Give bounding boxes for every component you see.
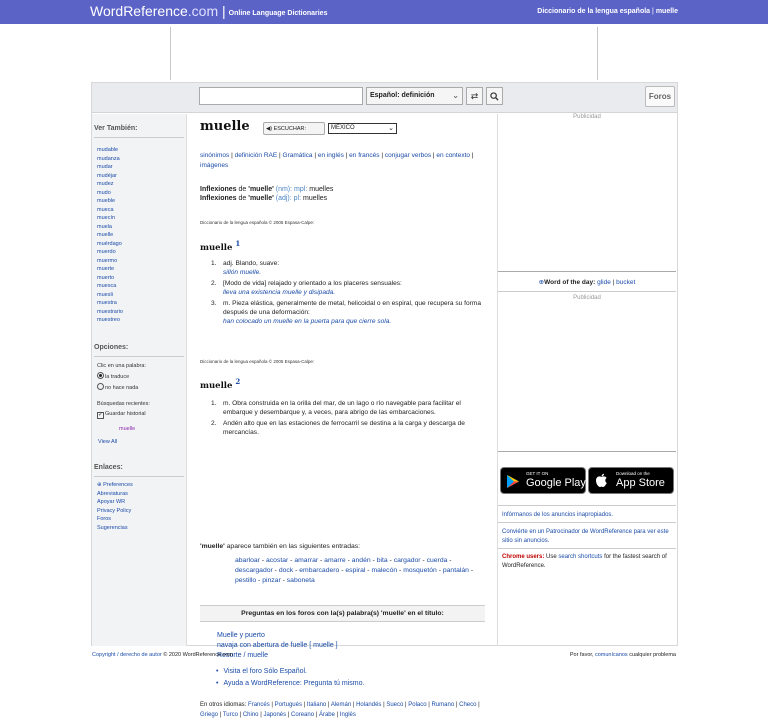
definition-text: m. Pieza elástica, generalmente de metal, helicoidal o en espiral, que recupera su forma después de una deformación: [223, 300, 482, 316]
play-store-icon [506, 474, 520, 489]
header-word: muelle [655, 8, 678, 15]
footer-right [570, 652, 676, 658]
see-also-item[interactable]: muestra [97, 300, 117, 306]
search-button[interactable] [486, 87, 503, 105]
headword: muelle [200, 119, 250, 134]
inflection-label: Inflexiones [200, 186, 237, 193]
link-synonyms[interactable]: sinónimos [200, 152, 230, 159]
see-also-item[interactable]: muerto [97, 274, 115, 281]
report-problem-post: cualquier problema [629, 652, 676, 658]
related-entry-link[interactable]: cuerda [426, 557, 448, 564]
ads-column [497, 114, 677, 646]
related-entry-link[interactable]: pantalán [442, 567, 469, 574]
checkbox-checked[interactable]: ✓ [98, 412, 104, 418]
see-also-item[interactable]: muérdago [97, 240, 122, 247]
inflection-row [200, 185, 333, 194]
language-link[interactable]: Árabe [318, 712, 335, 718]
chrome-tip [502, 553, 674, 570]
definition-example: sillón muelle. [223, 268, 262, 276]
entry-word: muelle [200, 380, 233, 391]
other-languages-label: En otros idiomas: [200, 702, 247, 708]
definition-text: adj. Blando, suave: [223, 260, 280, 267]
definition-text: [Modo de vida] relajado y orientado a los placeres sensuales: [223, 280, 402, 288]
search-input[interactable] [199, 87, 363, 105]
option-translate-label: la traduce [105, 374, 130, 380]
radio-unselected[interactable] [97, 383, 104, 390]
see-also-item[interactable]: mueble [97, 198, 116, 204]
ask-question-link[interactable]: • Ayuda a WordReference: Pregunta tú mismo. [216, 680, 364, 687]
see-also-item[interactable]: muelle [97, 232, 114, 238]
inflection-pos: (adj): [275, 195, 292, 202]
google-play-small: GET IT ON [526, 471, 549, 476]
language-link[interactable]: Chino [242, 712, 259, 718]
see-also-title: Ver También: [94, 125, 138, 132]
also-appears-text: aparece también en las siguientes entradas: [226, 543, 361, 550]
related-entry-link[interactable]: espiral [345, 567, 366, 574]
related-entry-link[interactable]: acostar [265, 557, 289, 564]
divider [498, 548, 676, 549]
inflection-form: muelles [309, 186, 334, 193]
chevron-down-icon: ⌄ [388, 125, 394, 132]
definition-number: 1. [211, 400, 217, 407]
support-wr-link[interactable]: Apoyar WR [97, 499, 126, 505]
see-also-item[interactable]: mudez [97, 181, 114, 187]
see-also-item[interactable]: muesli [97, 291, 113, 298]
report-problem-link[interactable]: comunícanos [594, 652, 628, 658]
brand-com: .com [187, 3, 219, 19]
see-also-list [97, 146, 123, 325]
divider [498, 505, 676, 506]
related-entry-link[interactable]: andén [351, 557, 371, 564]
see-also-item[interactable]: mudanza [97, 155, 120, 162]
preferences-link[interactable] [97, 481, 133, 490]
see-also-item[interactable]: muesca [97, 283, 117, 289]
link-english[interactable]: en inglés [317, 152, 344, 159]
header-separator: | [652, 8, 654, 15]
see-also-item[interactable]: muela [97, 223, 112, 230]
links-list [97, 481, 133, 532]
footer-left [92, 652, 233, 658]
definition-example: lleva una existencia muelle y disipada. [223, 288, 336, 296]
entry-heading [200, 239, 240, 253]
language-link[interactable]: Checo [459, 702, 477, 708]
header-dictionary-title [537, 8, 678, 15]
inflections [200, 185, 333, 203]
definition-number: 2. [211, 420, 217, 428]
clock-icon: ⊕ [538, 279, 545, 286]
app-store-small: Download on the [616, 471, 650, 476]
app-store-badge[interactable] [588, 467, 674, 494]
divider [94, 137, 184, 138]
related-entry-link[interactable]: bita [376, 557, 388, 564]
option-translate[interactable] [97, 372, 129, 380]
view-all-link[interactable]: View All [98, 439, 118, 445]
also-appears-list: abarloar - acostar - amarrar - amarre - andén - bita - cargador - cuerda - descargador - dock - embarcadero - espiral - malecón - mosquetón - pantalán - pestillo - pinzar - saboneta [235, 557, 474, 584]
also-appears-word: 'muelle' [200, 543, 225, 550]
other-languages: En otros idiomas: Francés | Portugués | Italiano | Alemán | Holandés | Sueco | Polaco | Rumano | Checo | Griego | Turco | Chino | Japonés | Coreano | Árabe | Inglés [200, 702, 480, 718]
accent-select-value: MÉXICO [331, 125, 355, 131]
forums-link[interactable]: Foros [97, 516, 112, 522]
see-also-item[interactable]: muestrario [97, 308, 123, 315]
google-play-big: Google Play [526, 477, 586, 489]
see-also-item[interactable]: mudar [97, 164, 113, 170]
save-history-label: Guardar historial [105, 411, 146, 417]
see-also-item[interactable]: mudable [97, 147, 119, 153]
option-nothing-label: no hace nada [105, 385, 139, 391]
apple-logo-icon [595, 473, 608, 488]
definition-item [211, 260, 487, 277]
related-entry-link[interactable]: pinzar [262, 577, 281, 584]
definition-item [211, 400, 487, 417]
language-link[interactable]: Italiano [306, 702, 327, 708]
divider [498, 291, 676, 292]
language-link[interactable]: Japonés [263, 712, 287, 718]
gear-icon: ⊕ [97, 482, 102, 488]
related-entry-link[interactable]: descargador [235, 567, 273, 574]
links-title: Enlaces: [94, 464, 123, 471]
source-citation: Diccionario de la lengua española © 2005 Espasa-Calpe: [200, 359, 315, 364]
related-entry-link[interactable]: embarcadero [299, 567, 340, 574]
inflection-de: de [238, 195, 247, 202]
brand-tagline: Online Language Dictionaries [228, 10, 328, 17]
see-also-item[interactable]: muerte [97, 266, 115, 272]
wotd-separator: | [612, 279, 615, 286]
wotd-link[interactable]: glide [597, 279, 611, 286]
divider-left [170, 27, 171, 80]
link-french[interactable]: en francés [349, 152, 380, 159]
option-nothing[interactable] [97, 383, 138, 391]
divider [94, 356, 184, 357]
inflection-de: de [238, 186, 247, 193]
inflection-word: 'muelle' [248, 186, 274, 193]
sponsor-link[interactable]: Conviérte en un Patrocinador de WordReference para ver este sitio sin anuncios. [502, 529, 669, 544]
save-history-option[interactable] [97, 411, 146, 419]
inflection-form-pos: pl: [293, 195, 302, 202]
google-play-badge[interactable] [500, 467, 586, 494]
search-shortcuts-link[interactable]: search shortcuts [558, 554, 603, 560]
see-also-item[interactable]: mudéjar [97, 172, 117, 179]
header-dictionary-name: Diccionario de la lengua española [537, 8, 651, 15]
see-also-item[interactable]: muecín [97, 215, 116, 221]
preferences-label: Preferences [103, 482, 133, 488]
inflection-pos: (nm): [275, 186, 293, 193]
options-title: Opciones: [94, 344, 129, 351]
ad-slot-middle[interactable] [498, 304, 676, 452]
forum-questions-heading: Preguntas en los foros con la(s) palabra(s) 'muelle' en el título: [200, 605, 485, 622]
sidebar [92, 114, 187, 646]
listen-label: ESCUCHAR: [273, 126, 306, 132]
inflection-row [200, 194, 333, 203]
divider [498, 522, 676, 523]
entry-heading [200, 377, 240, 391]
definition-number: 2. [211, 280, 217, 288]
related-entry-link[interactable]: dock [278, 567, 294, 574]
see-also-item[interactable]: mudo [97, 189, 111, 196]
top-bar [0, 0, 768, 24]
privacy-policy-link[interactable]: Privacy Policy [97, 507, 132, 514]
recent-word-link[interactable]: muelle [119, 426, 136, 432]
swap-icon: ⇄ [470, 91, 479, 101]
visit-forum-link[interactable]: • Visita el foro Sólo Español. [216, 668, 307, 675]
definition-item [211, 420, 487, 437]
copyright-link[interactable]: Copyright / derecho de autor [92, 652, 162, 658]
language-link[interactable]: Portugués [274, 702, 302, 708]
ad-label: Publicidad [573, 295, 601, 301]
entry-word: muelle [200, 242, 233, 253]
suggestions-link[interactable]: Sugerencias [97, 524, 128, 531]
chevron-down-icon: ⌄ [452, 91, 459, 100]
language-link[interactable]: Turco [222, 712, 238, 718]
link-grammar[interactable]: Gramática [282, 152, 313, 159]
report-ads-link[interactable]: Infórmanos de los anuncios inapropiados. [502, 512, 614, 518]
ad-slot-top[interactable] [498, 124, 676, 272]
site-logo[interactable] [90, 3, 327, 19]
definition-example: han colocado un muelle en la puerta para que cierre sola. [223, 317, 392, 325]
see-also-item[interactable]: mueca [97, 206, 114, 213]
definition-item [211, 280, 487, 297]
related-entry-link[interactable]: malecón [371, 567, 398, 574]
divider-right [597, 27, 598, 80]
search-bar [92, 83, 677, 113]
speaker-icon: ◀) [266, 126, 273, 132]
definition-number: 1. [211, 260, 217, 267]
entry-number: 2 [235, 377, 241, 386]
see-also-item[interactable]: muerdo [97, 249, 116, 255]
language-link[interactable]: Polaco [408, 702, 427, 708]
brand-separator: | [222, 3, 226, 19]
copyright-text: © 2020 WordReference.com [163, 652, 233, 658]
related-entry-link[interactable]: abarloar [235, 557, 260, 564]
related-entry-link[interactable]: mosquetón [403, 567, 437, 574]
wotd-link[interactable]: bucket [616, 279, 636, 286]
divider [94, 476, 184, 477]
dictionary-select[interactable] [366, 87, 463, 105]
word-of-the-day [498, 278, 676, 286]
also-appears-heading [200, 543, 360, 550]
wotd-label: Word of the day: [544, 279, 596, 286]
forum-thread-link[interactable]: Muelle y puerto [217, 632, 265, 639]
language-link[interactable]: Francés [248, 702, 270, 708]
forum-threads [217, 631, 338, 661]
ad-label: Publicidad [573, 114, 601, 120]
definitions-list [211, 400, 487, 440]
forum-thread-link[interactable]: Resorte / muelle [217, 652, 268, 659]
link-conjugate[interactable]: conjugar verbos [384, 152, 432, 159]
chrome-users-label: Chrome users: [502, 554, 545, 560]
language-link[interactable]: Coreano [291, 712, 315, 718]
dictionary-select-value: Español: definición [370, 92, 435, 99]
language-link[interactable]: Griego [200, 712, 219, 718]
forums-button[interactable]: Foros [645, 86, 675, 107]
related-entry-link[interactable]: amarre [324, 557, 346, 564]
brand-name: WordReference [90, 3, 188, 19]
source-citation: Diccionario de la lengua española © 2005 Espasa-Calpe: [200, 220, 315, 225]
magnifier-icon [490, 92, 499, 101]
accent-select[interactable] [328, 123, 397, 134]
abbreviations-link[interactable]: Abreviaturas [97, 490, 128, 497]
listen-button[interactable] [263, 122, 325, 135]
forum-thread-link[interactable]: navaja con abertura de fuelle [ muelle ] [217, 642, 338, 649]
inflection-form: muelles [303, 195, 328, 202]
language-link[interactable]: Rumano [431, 702, 455, 708]
chrome-use-text: Use [546, 554, 557, 560]
click-word-label: Clic en una palabra: [97, 363, 146, 369]
chrome-tip-text: for the fastest search of WordReference. [502, 554, 667, 569]
inflection-form-pos: mpl: [294, 186, 308, 193]
related-entry-link[interactable]: amarrar [294, 557, 319, 564]
swap-languages-button[interactable] [466, 87, 483, 105]
radio-selected[interactable] [97, 372, 104, 379]
related-entry-link[interactable]: cargador [393, 557, 421, 564]
reference-links: sinónimos | definición RAE | Gramática | en inglés | en francés | conjugar verbos | en contexto | imágenes [200, 152, 474, 169]
see-also-item[interactable]: muermo [97, 257, 118, 264]
recent-searches-label: Búsquedas recientes: [97, 401, 150, 407]
definition-item [211, 300, 487, 326]
definitions-list [211, 260, 487, 329]
inflection-word: 'muelle' [248, 195, 274, 202]
definition-text: m. Obra construida en la orilla del mar, de un lago o río navegable para facilitar el embarque y desembarque y, a veces, para abrigo de las embarcaciones. [223, 400, 461, 416]
inflection-label: Inflexiones [200, 195, 237, 202]
definition-number: 3. [211, 300, 217, 308]
app-store-big: App Store [616, 477, 665, 489]
link-rae-definition[interactable]: definición RAE [234, 152, 278, 159]
language-link[interactable]: Inglés [339, 712, 356, 718]
language-link[interactable]: Sueco [386, 702, 404, 708]
related-entry-link[interactable]: pestillo [235, 577, 257, 584]
see-also-item[interactable]: muestreo [97, 317, 120, 323]
report-problem-pre: Por favor, [569, 652, 594, 658]
language-link[interactable]: Alemán [330, 702, 352, 708]
language-link[interactable]: Holandés [356, 702, 382, 708]
related-entry-link[interactable]: saboneta [286, 577, 315, 584]
entry-number: 1 [235, 239, 241, 248]
definition-text: Andén alto que en las estaciones de ferrocarril se destina a la carga y descarga de mercancías. [223, 420, 465, 436]
link-images[interactable]: imágenes [200, 162, 229, 169]
link-context[interactable]: en contexto [436, 152, 471, 159]
